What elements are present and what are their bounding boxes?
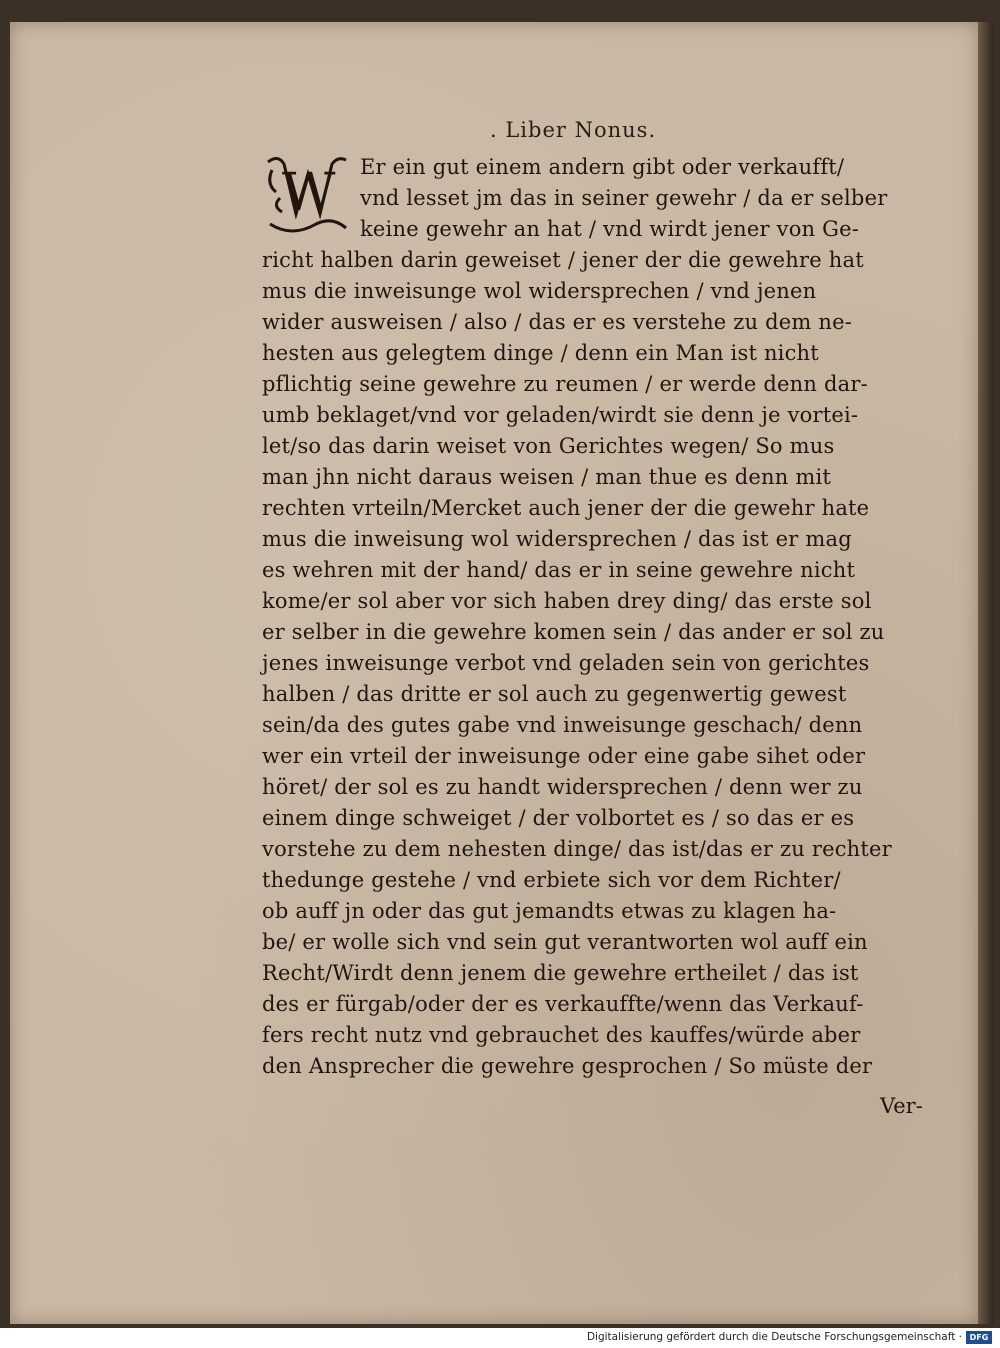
text-line: Er ein gut einem andern gibt oder verkaufft/	[360, 155, 845, 179]
text-line: er selber in die gewehre komen sein / das ander er sol zu	[262, 620, 885, 644]
text-line: umb beklaget/vnd vor geladen/wirdt sie denn je vortei-	[262, 403, 859, 427]
text-line: einem dinge schweiget / der volbortet es / so das er es	[262, 806, 855, 830]
text-line: wider ausweisen / also / das er es verstehe zu dem ne-	[262, 310, 853, 334]
text-line: thedunge gestehe / vnd erbiete sich vor dem Richter/	[262, 868, 841, 892]
text-line: pflichtig seine gewehre zu reumen / er werde denn dar-	[262, 372, 868, 396]
text-line: mus die inweisung wol widersprechen / das ist er mag	[262, 527, 852, 551]
text-line: vnd lesset jm das in seiner gewehr / da er selber	[360, 186, 888, 210]
text-line: des er fürgab/oder der es verkauffte/wenn das Verkauf-	[262, 992, 864, 1016]
text-line: keine gewehr an hat / vnd wirdt jener von Ge-	[360, 217, 860, 241]
text-line: hesten aus gelegtem dinge / denn ein Man ist nicht	[262, 341, 819, 365]
text-line: Recht/Wirdt denn jenem die gewehre ertheilet / das ist	[262, 961, 859, 985]
text-line: wer ein vrteil der inweisunge oder eine gabe sihet oder	[262, 744, 866, 768]
dfg-logo: DFG	[966, 1331, 992, 1344]
book-edge	[978, 22, 994, 1324]
text-line: es wehren mit der hand/ das er in seine gewehre nicht	[262, 558, 856, 582]
decorated-initial	[262, 150, 352, 246]
text-line: rechten vrteiln/Mercket auch jener der die gewehr hate	[262, 496, 870, 520]
initial-w-icon	[262, 150, 352, 246]
running-head: . Liber Nonus.	[490, 118, 657, 142]
text-line: mus die inweisunge wol widersprechen / vnd jenen	[262, 279, 817, 303]
text-line: be/ er wolle sich vnd sein gut verantworten wol auff ein	[262, 930, 868, 954]
footer-bar	[0, 1328, 1000, 1348]
text-line: richt halben darin geweiset / jener der die gewehre hat	[262, 248, 864, 272]
text-line: kome/er sol aber vor sich haben drey ding/ das erste sol	[262, 589, 872, 613]
text-line: halben / das dritte er sol auch zu gegenwertig gewest	[262, 682, 847, 706]
text-line: höret/ der sol es zu handt widersprechen / denn wer zu	[262, 775, 863, 799]
text-line: jenes inweisunge verbot vnd geladen sein von gerichtes	[262, 651, 870, 675]
text-line: den Ansprecher die gewehre gesprochen / So müste der	[262, 1054, 873, 1078]
text-line: vorstehe zu dem nehesten dinge/ das ist/das er zu rechter	[262, 837, 892, 861]
catchword: Ver-	[880, 1094, 923, 1118]
text-line: man jhn nicht daraus weisen / man thue es denn mit	[262, 465, 832, 489]
text-line: ob auff jn oder das gut jemandts etwas zu klagen ha-	[262, 899, 837, 923]
text-line: let/so das darin weiset von Gerichtes wegen/ So mus	[262, 434, 835, 458]
funding-notice: Digitalisierung gefördert durch die Deutsche Forschungsgemeinschaft ·	[586, 1331, 962, 1343]
text-line: sein/da des gutes gabe vnd inweisunge geschach/ denn	[262, 713, 863, 737]
svg-text:W: W	[282, 163, 336, 223]
text-line: fers recht nutz vnd gebrauchet des kauffes/würde aber	[262, 1023, 861, 1047]
